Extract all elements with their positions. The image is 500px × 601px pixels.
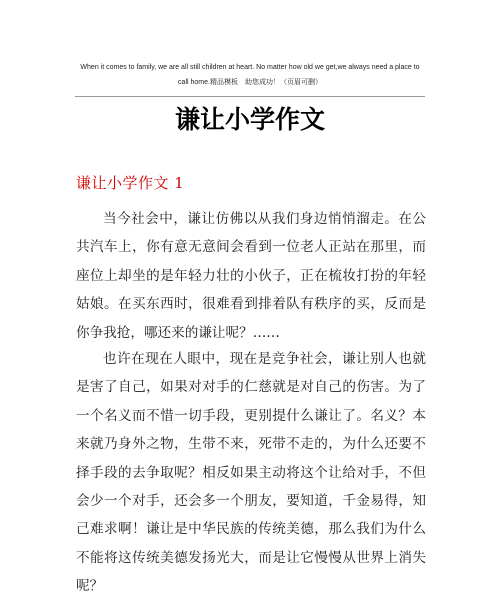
paragraph-1: 当今社会中，谦让仿佛以从我们身边悄悄溜走。在公共汽车上，你有意无意间会看到一位老人正站在那里，而座位上却坐的是年轻力壮的小伙子，正在梳妆打扮的年轻姑娘。在买东西时，很难看到排着队有秩序的买，反而是你争我抢，哪还来的谦让呢？…… [76,211,426,341]
header-divider [75,96,425,97]
section-heading: 谦让小学作文 1 [76,174,185,192]
document-title: 谦让小学作文 [174,105,325,134]
page-header [70,60,430,90]
header-line-2: call home.精品模板 助您成功！（页眉可删） [178,79,322,86]
paragraph-2: 也许在现在人眼中，现在是竞争社会，谦让别人也就是害了自己，如果对对手的仁慈就是对自己的伤害。为了一个名义而不惜一切手段，更别提什么谦让了。名义？本来就乃身外之物，生带不来，死带不走的，为什么还要不择手段的去争取呢？相反如果主动将这个让给对手，不但会少一个对手，还会多一个朋友，要知道，千金易得，知己难求啊！谦让是中华民族的传统美德，那么我们为什么不能将这传统美德发扬光大，而是让它慢慢从世界上消失呢？ [76,351,426,595]
header-line-1: When it comes to family, we are all still children at heart. No matter how old we get,we always need a place to [80,64,420,71]
